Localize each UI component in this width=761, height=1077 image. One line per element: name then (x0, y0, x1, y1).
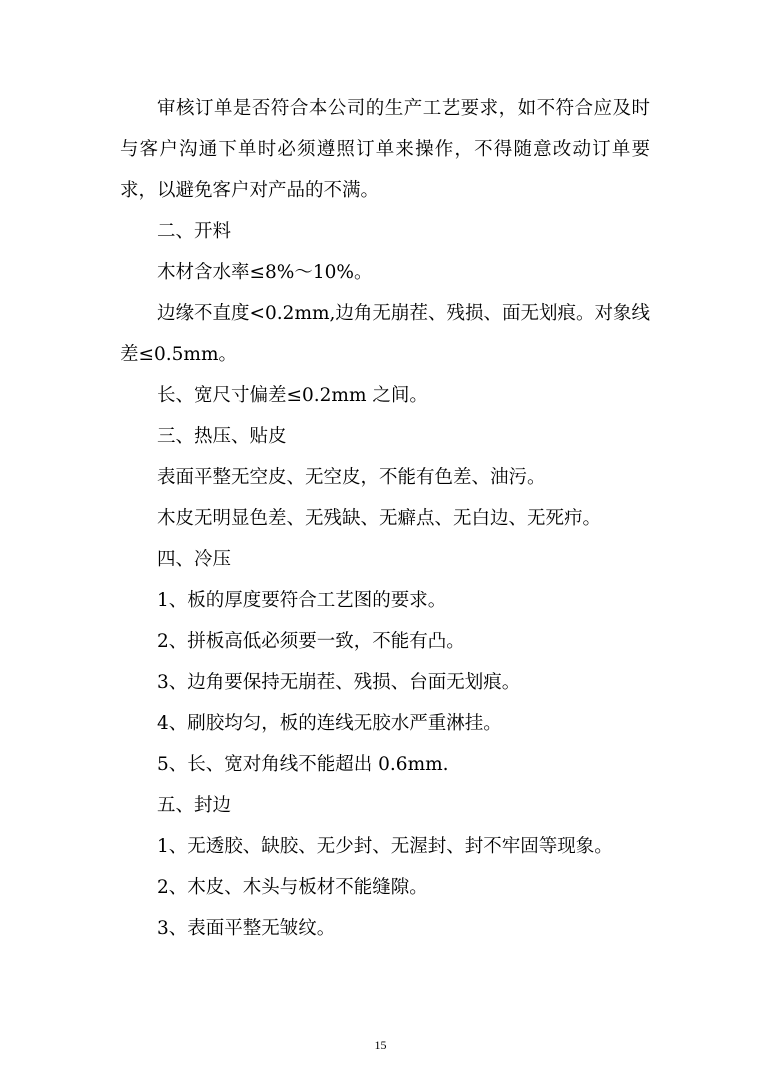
paragraph-cold-5: 5、长、宽对角线不能超出 0.6mm. (157, 754, 449, 775)
page-number: 15 (374, 1038, 387, 1052)
paragraph-banding-2: 2、木皮、木头与板材不能缝隙。 (157, 877, 428, 898)
heading-cold-press: 四、冷压 (157, 549, 232, 570)
paragraph-cold-1: 1、板的厚度要符合工艺图的要求。 (157, 590, 447, 611)
paragraph-size-deviation: 长、宽尺寸偏差≤0.2mm 之间。 (157, 385, 428, 406)
heading-cutting: 二、开料 (157, 221, 232, 242)
paragraph-surface-flat: 表面平整无空皮、无空皮，不能有色差、油污。 (157, 467, 546, 488)
paragraph-banding-1: 1、无透胶、缺胶、无少封、无渥封、封不牢固等现象。 (157, 836, 613, 857)
paragraph-cold-3: 3、边角要保持无崩茬、残损、台面无划痕。 (157, 672, 521, 693)
paragraph-order-review: 审核订单是否符合本公司的生产工艺要求，如不符合应及时与客户沟通下单时必须遵照订单来操作，不得随意改动订单要求，以避免客户对产品的不满。 (120, 98, 650, 201)
heading-hot-press: 三、热压、贴皮 (157, 426, 287, 447)
heading-edge-banding: 五、封边 (157, 795, 232, 816)
paragraph-banding-3: 3、表面平整无皱纹。 (157, 918, 336, 939)
paragraph-edge-straightness: 边缘不直度<0.2mm,边角无崩茬、残损、面无划痕。对象线差≤0.5mm。 (120, 303, 650, 365)
paragraph-cold-4: 4、刷胶均匀，板的连线无胶水严重淋挂。 (157, 713, 502, 734)
paragraph-veneer-color: 木皮无明显色差、无残缺、无癖点、无白边、无死疖。 (157, 508, 602, 529)
paragraph-cold-2: 2、拼板高低必须要一致，不能有凸。 (157, 631, 465, 652)
paragraph-moisture: 木材含水率≤8%～10%。 (157, 262, 373, 283)
